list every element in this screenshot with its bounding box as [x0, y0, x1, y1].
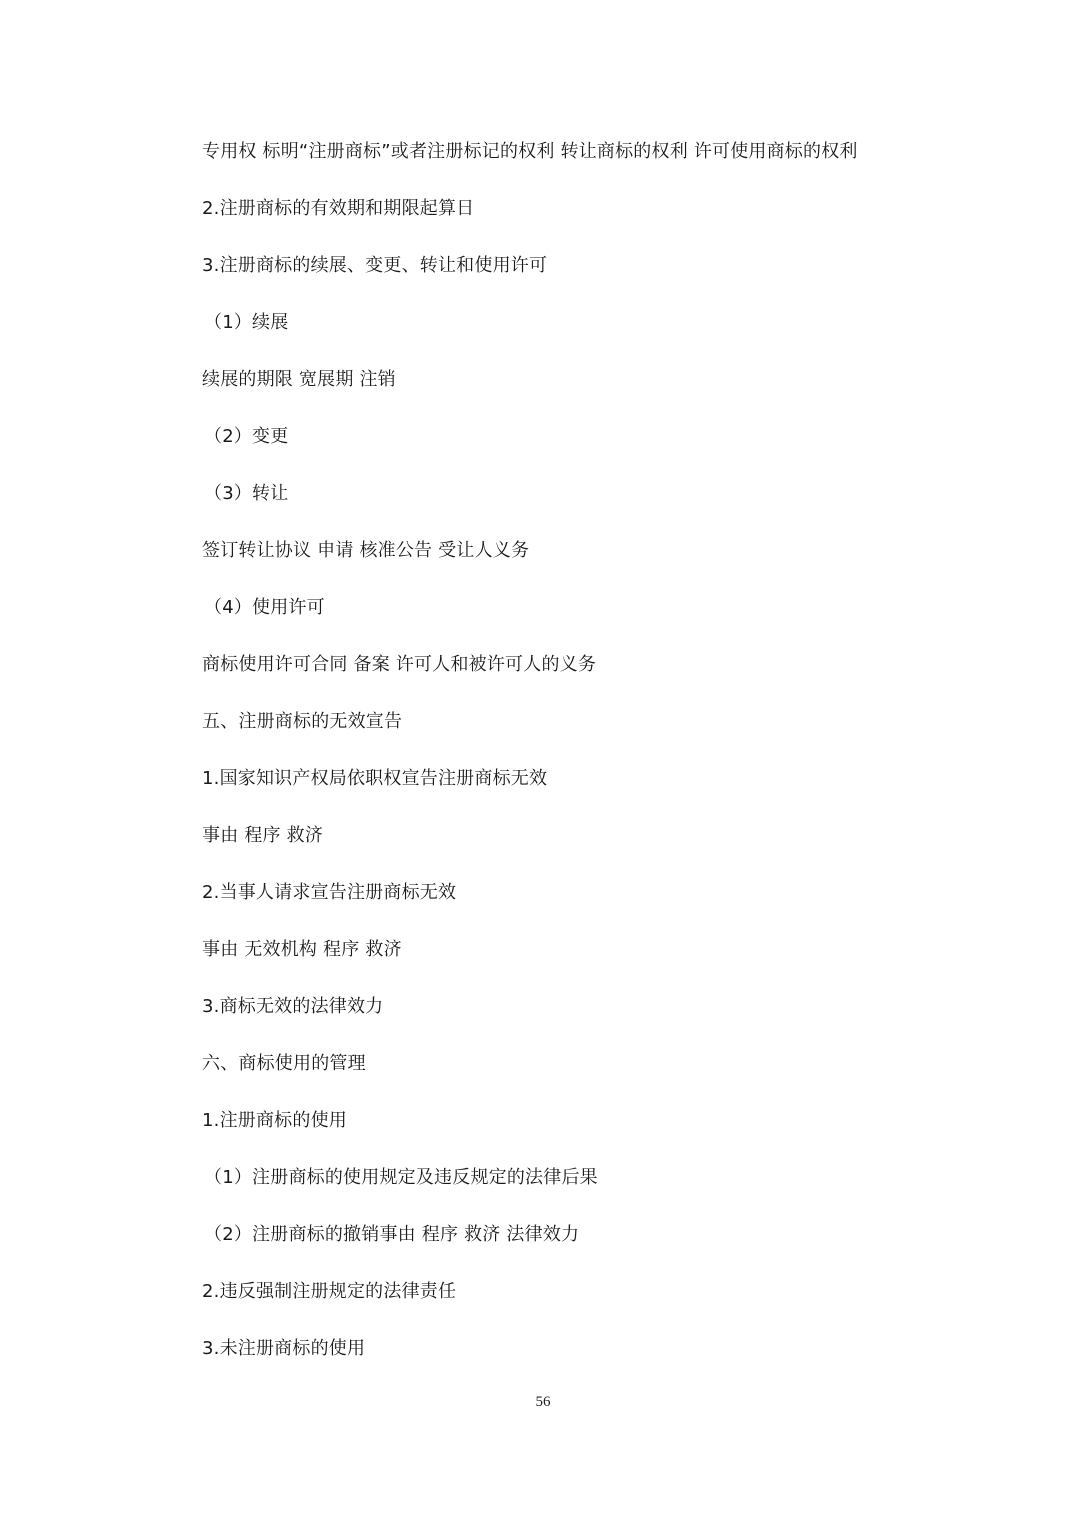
text-line-renewal-terms: 续展的期限 宽展期 注销	[202, 369, 396, 390]
text-line-license-terms: 商标使用许可合同 备案 许可人和被许可人的义务	[202, 654, 597, 675]
text-line-exclusive-rights: 专用权 标明“注册商标”或者注册标记的权利 转让商标的权利 许可使用商标的权利	[202, 141, 858, 162]
subheading-use-rules: （1）注册商标的使用规定及违反规定的法律后果	[204, 1167, 598, 1188]
section-heading-use-management: 六、商标使用的管理	[202, 1053, 366, 1074]
text-line-transfer-terms: 签订转让协议 申请 核准公告 受让人义务	[202, 540, 530, 561]
heading-ex-officio-invalidation: 1.国家知识产权局依职权宣告注册商标无效	[202, 768, 548, 789]
heading-registered-mark-use: 1.注册商标的使用	[202, 1110, 347, 1131]
subheading-revocation: （2）注册商标的撤销事由 程序 救济 法律效力	[204, 1224, 580, 1245]
subheading-change: （2）变更	[204, 426, 289, 447]
heading-party-request-invalidation: 2.当事人请求宣告注册商标无效	[202, 882, 457, 903]
heading-validity-period: 2.注册商标的有效期和期限起算日	[202, 198, 475, 219]
subheading-license: （4）使用许可	[204, 597, 325, 618]
page-number: 56	[535, 1394, 551, 1410]
subheading-transfer: （3）转让	[204, 483, 289, 504]
heading-invalidation-effect: 3.商标无效的法律效力	[202, 996, 384, 1017]
text-line-ex-officio-terms: 事由 程序 救济	[202, 825, 324, 846]
heading-unregistered-mark-use: 3.未注册商标的使用	[202, 1338, 366, 1359]
heading-mandatory-registration: 2.违反强制注册规定的法律责任	[202, 1281, 457, 1302]
section-heading-invalidation: 五、注册商标的无效宣告	[202, 711, 403, 732]
subheading-renewal: （1）续展	[204, 312, 289, 333]
heading-renewal-change-transfer: 3.注册商标的续展、变更、转让和使用许可	[202, 255, 548, 276]
text-line-party-request-terms: 事由 无效机构 程序 救济	[202, 939, 402, 960]
